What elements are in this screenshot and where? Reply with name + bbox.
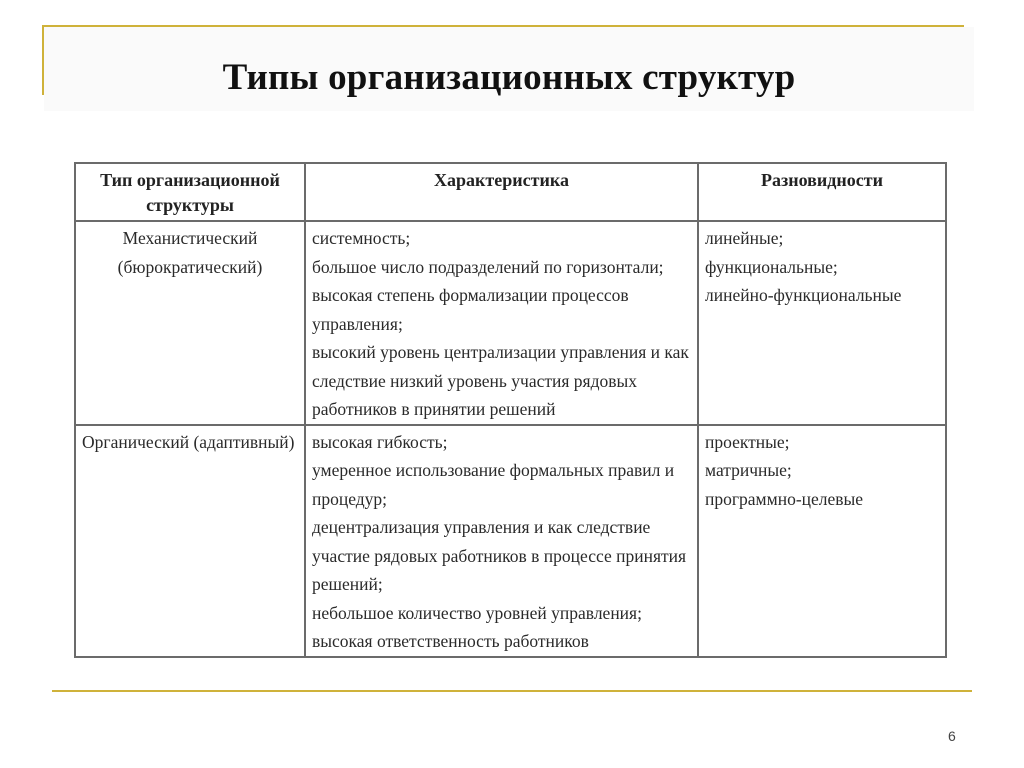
header-cell-varieties [698, 163, 946, 221]
characteristic-line: децентрализация управления и как следствие [312, 517, 651, 537]
characteristic-line: большое число подразделений по горизонтали; [312, 256, 664, 277]
type-line: (бюрократический) [117, 256, 263, 277]
table-header-row [75, 163, 946, 221]
characteristic-line: процедур; [312, 488, 388, 509]
characteristic-line: участие рядовых работников в процессе принятия [312, 545, 687, 566]
variety-line: матричные; [705, 460, 792, 480]
cell-characteristics [305, 221, 698, 425]
header-type-line-1: Тип организационной [100, 170, 280, 190]
structures-table [74, 162, 947, 658]
characteristic-line: следствие низкий уровень участия рядовых [312, 370, 638, 391]
variety-line: функциональные; [705, 256, 838, 277]
characteristic-line: высокая степень формализации процессов [312, 285, 629, 305]
header-cell-type [75, 163, 305, 221]
header-type-line-2: структуры [146, 195, 234, 215]
page-number: 6 [948, 728, 956, 744]
characteristic-line: высокий уровень централизации управления и как [312, 342, 689, 362]
cell-varieties [698, 425, 946, 657]
characteristic-line: работников в принятии решений [312, 399, 556, 419]
table-row [75, 425, 946, 657]
slide-footer-line [52, 690, 972, 692]
type-line: Органический (адаптивный) [82, 431, 295, 452]
characteristic-line: умеренное использование формальных правил и [312, 460, 675, 480]
characteristic-line: управления; [312, 313, 403, 334]
table-row [75, 221, 946, 425]
structures-table-container [74, 162, 945, 656]
variety-line: линейно-функциональные [705, 285, 902, 305]
cell-structure-type [75, 425, 305, 657]
slide-title: Типы организационных структур [222, 57, 796, 98]
cell-varieties [698, 221, 946, 425]
cell-characteristics [305, 425, 698, 657]
variety-line: программно-целевые [705, 488, 864, 509]
variety-line: линейные; [705, 228, 784, 248]
type-line: Механистический [122, 228, 258, 248]
characteristic-line: решений; [312, 574, 383, 594]
characteristic-line: высокая гибкость; [312, 431, 448, 452]
header-characteristics-label: Характеристика [434, 170, 569, 190]
header-varieties-label: Разновидности [761, 170, 883, 190]
cell-structure-type [75, 221, 305, 425]
variety-line: проектные; [705, 431, 790, 452]
characteristic-line: небольшое количество уровней управления; [312, 602, 642, 623]
header-cell-characteristics [305, 163, 698, 221]
characteristic-line: системность; [312, 228, 411, 248]
characteristic-line: высокая ответственность работников [312, 631, 589, 651]
